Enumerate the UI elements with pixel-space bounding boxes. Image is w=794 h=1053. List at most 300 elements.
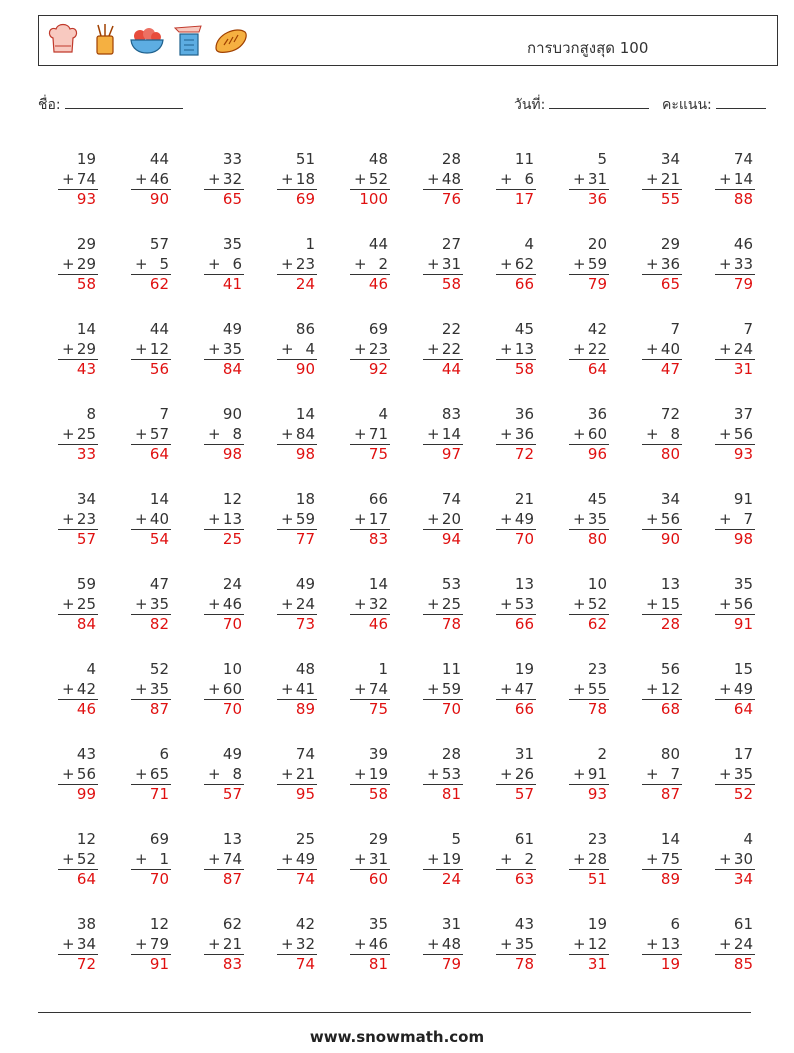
addend-bottom: 47 <box>514 679 534 698</box>
addend-bottom-line <box>642 595 682 616</box>
plus-sign: + <box>719 339 732 358</box>
addition-problem <box>204 915 244 975</box>
addend-bottom-line <box>496 765 536 786</box>
addend-bottom: 1 <box>159 849 169 868</box>
addend-bottom-line <box>642 170 682 191</box>
addition-problem <box>569 575 609 635</box>
answer: 57 <box>514 785 534 803</box>
addend-bottom: 75 <box>660 849 680 868</box>
answer: 70 <box>149 870 169 888</box>
score-blank[interactable] <box>716 94 766 109</box>
plus-sign: + <box>500 594 513 613</box>
addition-problem <box>277 320 317 380</box>
addend-bottom: 71 <box>368 424 388 443</box>
addend-bottom-line <box>131 170 171 191</box>
addition-problem <box>715 235 755 295</box>
addend-bottom: 35 <box>587 509 607 528</box>
addend-bottom-line <box>642 510 682 531</box>
addition-problem <box>715 575 755 635</box>
addend-bottom-line <box>58 935 98 956</box>
addend-bottom-line <box>569 765 609 786</box>
addend-top: 18 <box>295 490 315 508</box>
addition-problem <box>642 660 682 720</box>
addend-top: 13 <box>514 575 534 593</box>
addend-bottom-line <box>277 765 317 786</box>
plus-sign: + <box>427 339 440 358</box>
addend-bottom-line <box>131 935 171 956</box>
addition-problem <box>58 150 98 210</box>
answer: 97 <box>441 445 461 463</box>
addend-top: 29 <box>660 235 680 253</box>
plus-sign: + <box>646 339 659 358</box>
plus-sign: + <box>646 679 659 698</box>
answer: 47 <box>660 360 680 378</box>
addend-top: 10 <box>587 575 607 593</box>
answer: 58 <box>368 785 388 803</box>
plus-sign: + <box>135 934 148 953</box>
addend-bottom: 56 <box>76 764 96 783</box>
addend-bottom: 23 <box>295 254 315 273</box>
answer: 84 <box>222 360 242 378</box>
addition-problem <box>715 150 755 210</box>
addend-bottom: 56 <box>733 594 753 613</box>
answer: 90 <box>149 190 169 208</box>
addend-bottom: 31 <box>587 169 607 188</box>
addition-problem <box>642 405 682 465</box>
addend-bottom-line <box>204 595 244 616</box>
plus-sign: + <box>500 679 513 698</box>
answer: 93 <box>733 445 753 463</box>
addend-bottom-line <box>569 850 609 871</box>
plus-sign: + <box>646 849 659 868</box>
addend-bottom: 24 <box>733 339 753 358</box>
addend-bottom-line <box>350 255 390 276</box>
addition-problem <box>204 320 244 380</box>
plus-sign: + <box>500 934 513 953</box>
addend-bottom-line <box>204 340 244 361</box>
addition-problem <box>350 235 390 295</box>
plus-sign: + <box>427 849 440 868</box>
problem-row <box>50 320 770 400</box>
problem-row <box>50 830 770 910</box>
addend-top: 74 <box>441 490 461 508</box>
addend-top: 62 <box>222 915 242 933</box>
addition-problem <box>204 405 244 465</box>
addend-top: 14 <box>76 320 96 338</box>
plus-sign: + <box>135 594 148 613</box>
addend-bottom: 55 <box>587 679 607 698</box>
addition-problem <box>569 915 609 975</box>
addition-problem <box>277 745 317 805</box>
addend-bottom-line <box>569 340 609 361</box>
answer: 90 <box>295 360 315 378</box>
addend-bottom-line <box>350 850 390 871</box>
addition-problem <box>496 235 536 295</box>
addend-bottom-line <box>642 850 682 871</box>
plus-sign: + <box>646 254 659 273</box>
addition-problem <box>277 915 317 975</box>
addend-bottom-line <box>277 255 317 276</box>
answer: 81 <box>441 785 461 803</box>
addition-problem <box>58 830 98 890</box>
addend-bottom: 15 <box>660 594 680 613</box>
answer: 96 <box>587 445 607 463</box>
answer: 64 <box>149 445 169 463</box>
addition-problem <box>569 660 609 720</box>
answer: 34 <box>733 870 753 888</box>
addend-top: 49 <box>222 320 242 338</box>
addition-problem <box>204 830 244 890</box>
addend-bottom: 36 <box>660 254 680 273</box>
addend-bottom-line <box>496 680 536 701</box>
addend-top: 25 <box>295 830 315 848</box>
addend-bottom: 14 <box>441 424 461 443</box>
plus-sign: + <box>354 424 367 443</box>
addend-top: 56 <box>660 660 680 678</box>
plus-sign: + <box>281 934 294 953</box>
answer: 62 <box>587 615 607 633</box>
answer: 25 <box>222 530 242 548</box>
addend-bottom: 23 <box>76 509 96 528</box>
addend-top: 4 <box>524 235 534 253</box>
plus-sign: + <box>62 254 75 273</box>
addend-top: 14 <box>368 575 388 593</box>
addend-bottom: 46 <box>222 594 242 613</box>
answer: 74 <box>295 955 315 973</box>
answer: 19 <box>660 955 680 973</box>
plus-sign: + <box>573 849 586 868</box>
addend-top: 11 <box>514 150 534 168</box>
plus-sign: + <box>573 509 586 528</box>
addend-top: 69 <box>149 830 169 848</box>
addition-problem <box>569 830 609 890</box>
addend-bottom-line <box>58 425 98 446</box>
answer: 84 <box>76 615 96 633</box>
plus-sign: + <box>62 934 75 953</box>
plus-sign: + <box>354 849 367 868</box>
addend-bottom: 22 <box>587 339 607 358</box>
plus-sign: + <box>281 849 294 868</box>
answer: 54 <box>149 530 169 548</box>
answer: 64 <box>733 700 753 718</box>
addend-bottom: 7 <box>743 509 753 528</box>
plus-sign: + <box>573 169 586 188</box>
addition-problem <box>58 745 98 805</box>
answer: 90 <box>660 530 680 548</box>
addend-bottom: 14 <box>733 169 753 188</box>
addend-bottom: 74 <box>76 169 96 188</box>
addend-top: 20 <box>587 235 607 253</box>
addend-bottom-line <box>715 765 755 786</box>
addend-bottom: 40 <box>149 509 169 528</box>
addition-problem <box>569 320 609 380</box>
plus-sign: + <box>208 169 221 188</box>
addend-bottom: 49 <box>514 509 534 528</box>
addition-problem <box>350 830 390 890</box>
addend-bottom: 53 <box>514 594 534 613</box>
addition-problem <box>715 745 755 805</box>
addend-bottom: 62 <box>514 254 534 273</box>
addend-bottom: 32 <box>222 169 242 188</box>
plus-sign: + <box>427 679 440 698</box>
answer: 65 <box>660 275 680 293</box>
addition-problem <box>131 745 171 805</box>
addition-problem <box>131 915 171 975</box>
addend-bottom: 6 <box>232 254 242 273</box>
addend-bottom: 40 <box>660 339 680 358</box>
addend-bottom: 25 <box>76 424 96 443</box>
addend-top: 17 <box>733 745 753 763</box>
addend-top: 5 <box>597 150 607 168</box>
addend-bottom-line <box>277 340 317 361</box>
addition-problem <box>277 405 317 465</box>
plus-sign: + <box>208 934 221 953</box>
addend-top: 24 <box>222 575 242 593</box>
addend-bottom: 20 <box>441 509 461 528</box>
answer: 73 <box>295 615 315 633</box>
addition-problem <box>131 320 171 380</box>
addend-bottom: 35 <box>514 934 534 953</box>
answer: 65 <box>222 190 242 208</box>
answer: 89 <box>295 700 315 718</box>
addition-problem <box>131 405 171 465</box>
addend-top: 91 <box>733 490 753 508</box>
plus-sign: + <box>281 169 294 188</box>
answer: 83 <box>222 955 242 973</box>
plus-sign: + <box>62 679 75 698</box>
worksheet-title: การบวกสูงสุด 100 <box>527 39 649 57</box>
addend-top: 33 <box>222 150 242 168</box>
addend-top: 74 <box>733 150 753 168</box>
answer: 75 <box>368 445 388 463</box>
answer: 89 <box>660 870 680 888</box>
addend-bottom: 57 <box>149 424 169 443</box>
plus-sign: + <box>208 254 221 273</box>
addition-problem <box>350 320 390 380</box>
addend-bottom: 4 <box>305 339 315 358</box>
plus-sign: + <box>500 764 513 783</box>
addend-top: 47 <box>149 575 169 593</box>
plus-sign: + <box>719 679 732 698</box>
addend-bottom-line <box>715 680 755 701</box>
addend-bottom-line <box>131 340 171 361</box>
answer: 93 <box>587 785 607 803</box>
addend-top: 13 <box>660 575 680 593</box>
plus-sign: + <box>646 424 659 443</box>
answer: 74 <box>295 870 315 888</box>
addend-bottom-line <box>569 595 609 616</box>
addition-problem <box>204 150 244 210</box>
addend-bottom-line <box>204 170 244 191</box>
plus-sign: + <box>354 594 367 613</box>
plus-sign: + <box>281 679 294 698</box>
plus-sign: + <box>646 764 659 783</box>
addend-bottom-line <box>496 510 536 531</box>
addition-problem <box>496 830 536 890</box>
addend-bottom-line <box>277 595 317 616</box>
addend-top: 90 <box>222 405 242 423</box>
addition-problem <box>642 320 682 380</box>
addend-top: 34 <box>76 490 96 508</box>
addend-bottom: 79 <box>149 934 169 953</box>
addend-top: 38 <box>76 915 96 933</box>
addend-bottom-line <box>204 510 244 531</box>
plus-sign: + <box>573 679 586 698</box>
addend-top: 13 <box>222 830 242 848</box>
addend-bottom-line <box>496 170 536 191</box>
addend-bottom-line <box>350 765 390 786</box>
addend-bottom: 36 <box>514 424 534 443</box>
answer: 66 <box>514 700 534 718</box>
addend-bottom-line <box>204 255 244 276</box>
addend-bottom-line <box>204 765 244 786</box>
addition-problem <box>715 915 755 975</box>
addend-bottom: 21 <box>295 764 315 783</box>
plus-sign: + <box>354 339 367 358</box>
addend-bottom: 30 <box>733 849 753 868</box>
plus-sign: + <box>427 934 440 953</box>
plus-sign: + <box>719 764 732 783</box>
plus-sign: + <box>427 594 440 613</box>
name-field[interactable] <box>38 94 183 116</box>
addend-bottom: 33 <box>733 254 753 273</box>
addend-bottom: 12 <box>587 934 607 953</box>
addition-problem <box>131 150 171 210</box>
answer: 46 <box>368 615 388 633</box>
addend-top: 86 <box>295 320 315 338</box>
name-label: ชื่อ: <box>38 97 61 113</box>
addend-top: 12 <box>76 830 96 848</box>
addend-bottom-line <box>423 425 463 446</box>
plus-sign: + <box>427 169 440 188</box>
plus-sign: + <box>646 509 659 528</box>
addend-top: 12 <box>149 915 169 933</box>
score-field[interactable] <box>662 94 766 116</box>
problem-row <box>50 490 770 570</box>
addend-top: 29 <box>368 830 388 848</box>
addition-problem <box>715 405 755 465</box>
answer: 24 <box>441 870 461 888</box>
plus-sign: + <box>135 849 148 868</box>
answer: 80 <box>660 445 680 463</box>
addend-top: 2 <box>597 745 607 763</box>
addend-top: 42 <box>295 915 315 933</box>
addition-problem <box>350 915 390 975</box>
answer: 56 <box>149 360 169 378</box>
addition-problem <box>131 235 171 295</box>
addition-problem <box>496 575 536 635</box>
header-icons <box>45 22 249 58</box>
plus-sign: + <box>281 254 294 273</box>
answer: 28 <box>660 615 680 633</box>
addend-top: 53 <box>441 575 461 593</box>
addend-bottom: 7 <box>670 764 680 783</box>
plus-sign: + <box>500 509 513 528</box>
answer: 51 <box>587 870 607 888</box>
addend-top: 19 <box>76 150 96 168</box>
answer: 55 <box>660 190 680 208</box>
addend-bottom: 56 <box>660 509 680 528</box>
addend-bottom: 31 <box>441 254 461 273</box>
addend-bottom: 8 <box>232 424 242 443</box>
addend-bottom: 12 <box>149 339 169 358</box>
addend-top: 61 <box>514 830 534 848</box>
addend-bottom-line <box>715 850 755 871</box>
addend-bottom: 29 <box>76 254 96 273</box>
answer: 91 <box>733 615 753 633</box>
answer: 98 <box>733 530 753 548</box>
date-field[interactable] <box>514 94 649 116</box>
addend-bottom-line <box>277 510 317 531</box>
addend-bottom-line <box>58 595 98 616</box>
addend-top: 19 <box>587 915 607 933</box>
addition-problem <box>496 915 536 975</box>
addend-top: 23 <box>587 660 607 678</box>
addend-top: 74 <box>295 745 315 763</box>
plus-sign: + <box>208 424 221 443</box>
addend-bottom-line <box>642 765 682 786</box>
plus-sign: + <box>62 849 75 868</box>
addend-bottom: 48 <box>441 169 461 188</box>
addend-bottom: 59 <box>587 254 607 273</box>
addend-bottom: 13 <box>222 509 242 528</box>
addend-bottom-line <box>350 595 390 616</box>
addend-bottom: 49 <box>733 679 753 698</box>
answer: 87 <box>222 870 242 888</box>
addend-bottom-line <box>58 510 98 531</box>
plus-sign: + <box>427 764 440 783</box>
plus-sign: + <box>281 339 294 358</box>
addend-top: 45 <box>587 490 607 508</box>
answer: 78 <box>514 955 534 973</box>
addend-bottom-line <box>204 850 244 871</box>
addition-problem <box>642 830 682 890</box>
addend-top: 80 <box>660 745 680 763</box>
addend-bottom: 28 <box>587 849 607 868</box>
problem-row <box>50 235 770 315</box>
addition-problem <box>642 150 682 210</box>
answer: 71 <box>149 785 169 803</box>
addend-bottom: 13 <box>660 934 680 953</box>
addend-bottom-line <box>423 340 463 361</box>
addend-bottom-line <box>204 425 244 446</box>
name-blank[interactable] <box>65 94 183 109</box>
addition-problem <box>423 830 463 890</box>
addition-problem <box>277 660 317 720</box>
addition-problem <box>131 660 171 720</box>
addend-bottom: 91 <box>587 764 607 783</box>
addend-bottom-line <box>350 170 390 191</box>
plus-sign: + <box>62 509 75 528</box>
answer: 87 <box>149 700 169 718</box>
plus-sign: + <box>500 254 513 273</box>
addend-bottom: 19 <box>368 764 388 783</box>
addend-top: 59 <box>76 575 96 593</box>
plus-sign: + <box>354 679 367 698</box>
addend-bottom-line <box>58 765 98 786</box>
plus-sign: + <box>719 169 732 188</box>
date-blank[interactable] <box>549 94 649 109</box>
worksheet-header <box>38 15 778 66</box>
addend-bottom: 46 <box>368 934 388 953</box>
addition-problem <box>423 660 463 720</box>
answer: 41 <box>222 275 242 293</box>
addition-problem <box>715 660 755 720</box>
addition-problem <box>642 235 682 295</box>
plus-sign: + <box>719 424 732 443</box>
addend-bottom: 13 <box>514 339 534 358</box>
addend-bottom-line <box>204 935 244 956</box>
